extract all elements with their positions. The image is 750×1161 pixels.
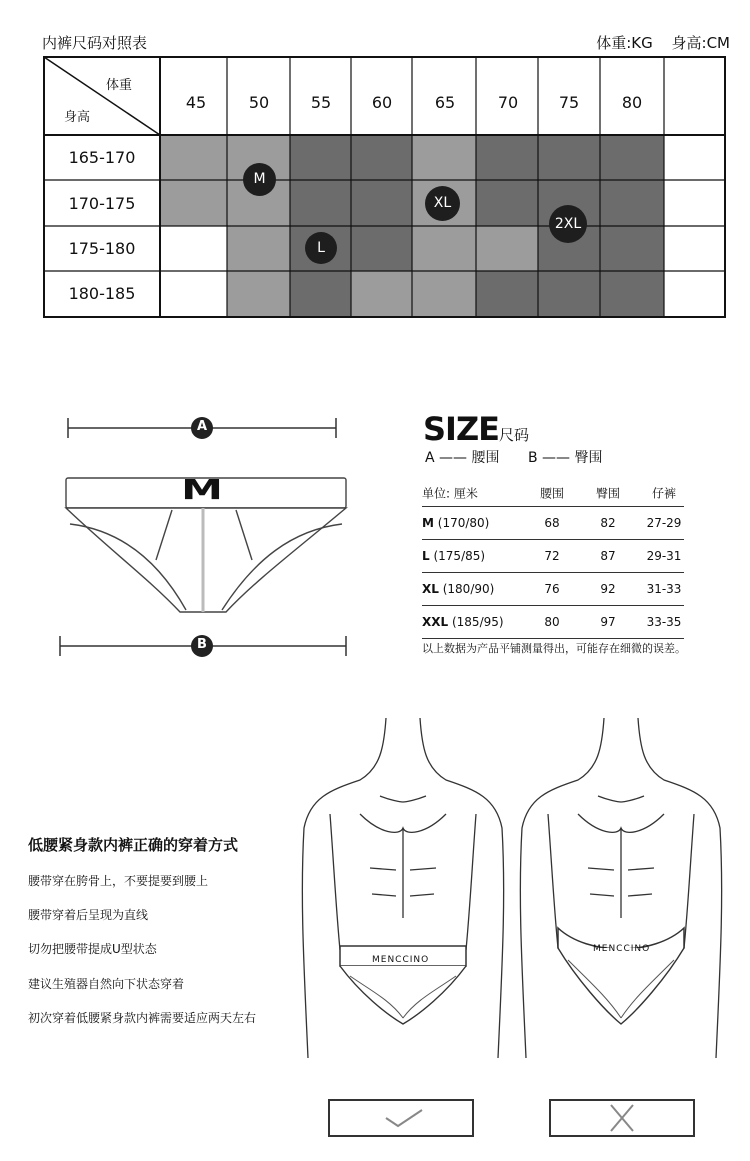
height-row-175: 175-180 (68, 239, 136, 258)
chart-title: 内裤尺码对照表 (42, 34, 148, 52)
size-table-header (422, 480, 684, 507)
row-hip: 92 (600, 582, 616, 596)
row-spec: (170/80) (437, 516, 490, 530)
row-jeans: 29-31 (646, 549, 682, 563)
height-unit: 身高:CM (671, 34, 730, 52)
size-badge-l: L (305, 232, 337, 264)
label-a: A (196, 419, 208, 434)
legend (425, 447, 602, 467)
label-b: B (197, 637, 207, 652)
check-icon (330, 1101, 472, 1135)
weight-col-50: 50 (248, 93, 270, 112)
header-unit: 单位: 厘米 (422, 486, 478, 501)
row-hip: 97 (600, 615, 616, 629)
row-waist: 76 (544, 582, 560, 596)
legend-a: A —— 腰围 (425, 450, 500, 466)
weight-col-60: 60 (371, 93, 393, 112)
table-row (422, 507, 684, 540)
size-title-cn: 尺码 (499, 426, 530, 444)
table-row (422, 573, 684, 606)
guide-tip: 腰带穿着后呈现为直线 (28, 908, 149, 922)
row-hip: 82 (600, 516, 616, 530)
guide-tip: 腰带穿在胯骨上，不要提要到腰上 (28, 874, 209, 888)
weight-col-75: 75 (558, 93, 580, 112)
row-jeans: 33-35 (646, 615, 682, 629)
weight-unit: 体重:KG (596, 34, 653, 52)
row-hip: 87 (600, 549, 616, 563)
guide-tip: 切勿把腰带提成U型状态 (28, 942, 157, 956)
weight-col-45: 45 (185, 93, 207, 112)
row-waist: 68 (544, 516, 560, 530)
waistband-brand-correct: MENCCINO (372, 955, 430, 965)
row-size: M (422, 516, 434, 530)
weight-col-70: 70 (497, 93, 519, 112)
size-title (423, 410, 529, 448)
row-size: L (422, 549, 430, 563)
guide-title: 低腰紧身款内裤正确的穿着方式 (28, 836, 239, 854)
corner-weight-label: 体重 (106, 78, 133, 93)
row-spec: (180/90) (442, 582, 495, 596)
size-badge-m: M (243, 163, 276, 196)
row-waist: 72 (544, 549, 560, 563)
corner-height-label: 身高 (64, 110, 91, 125)
row-jeans: 31-33 (646, 582, 682, 596)
brand-logo: M (181, 473, 223, 506)
weight-col-80: 80 (621, 93, 643, 112)
header-jeans: 仔裤 (651, 486, 676, 501)
height-row-165: 165-170 (68, 148, 136, 167)
table-row (422, 606, 684, 639)
figure-correct (300, 718, 506, 1080)
size-badge-xl: XL (425, 186, 460, 221)
weight-col-55: 55 (310, 93, 332, 112)
incorrect-box (549, 1099, 695, 1137)
figure-incorrect (518, 718, 724, 1080)
height-row-180: 180-185 (68, 284, 136, 303)
legend-b: B —— 臀围 (527, 450, 603, 466)
waistband-brand-incorrect: MENCCINO (593, 944, 651, 954)
brief-diagram (40, 400, 370, 670)
guide-tip: 初次穿着低腰紧身款内裤需要适应两天左右 (28, 1011, 257, 1025)
row-size: XL (422, 582, 439, 596)
row-waist: 80 (544, 615, 560, 629)
guide-tip: 建议生殖器自然向下状态穿着 (28, 977, 185, 991)
correct-box (328, 1099, 474, 1137)
row-spec: (175/85) (433, 549, 486, 563)
measurement-note: 以上数据为产品平铺测量得出，可能存在细微的误差。 (422, 642, 686, 655)
row-spec: (185/95) (451, 615, 504, 629)
header-hip: 臀围 (595, 486, 620, 501)
row-jeans: 27-29 (646, 516, 682, 530)
row-size: XXL (422, 615, 449, 629)
weight-col-65: 65 (434, 93, 456, 112)
size-badge-2xl: 2XL (549, 205, 587, 243)
cross-icon (551, 1101, 693, 1135)
table-row (422, 540, 684, 573)
size-table (422, 480, 684, 639)
height-row-170: 170-175 (68, 194, 136, 213)
header-waist: 腰围 (539, 486, 564, 501)
size-title-en: SIZE (423, 410, 500, 448)
